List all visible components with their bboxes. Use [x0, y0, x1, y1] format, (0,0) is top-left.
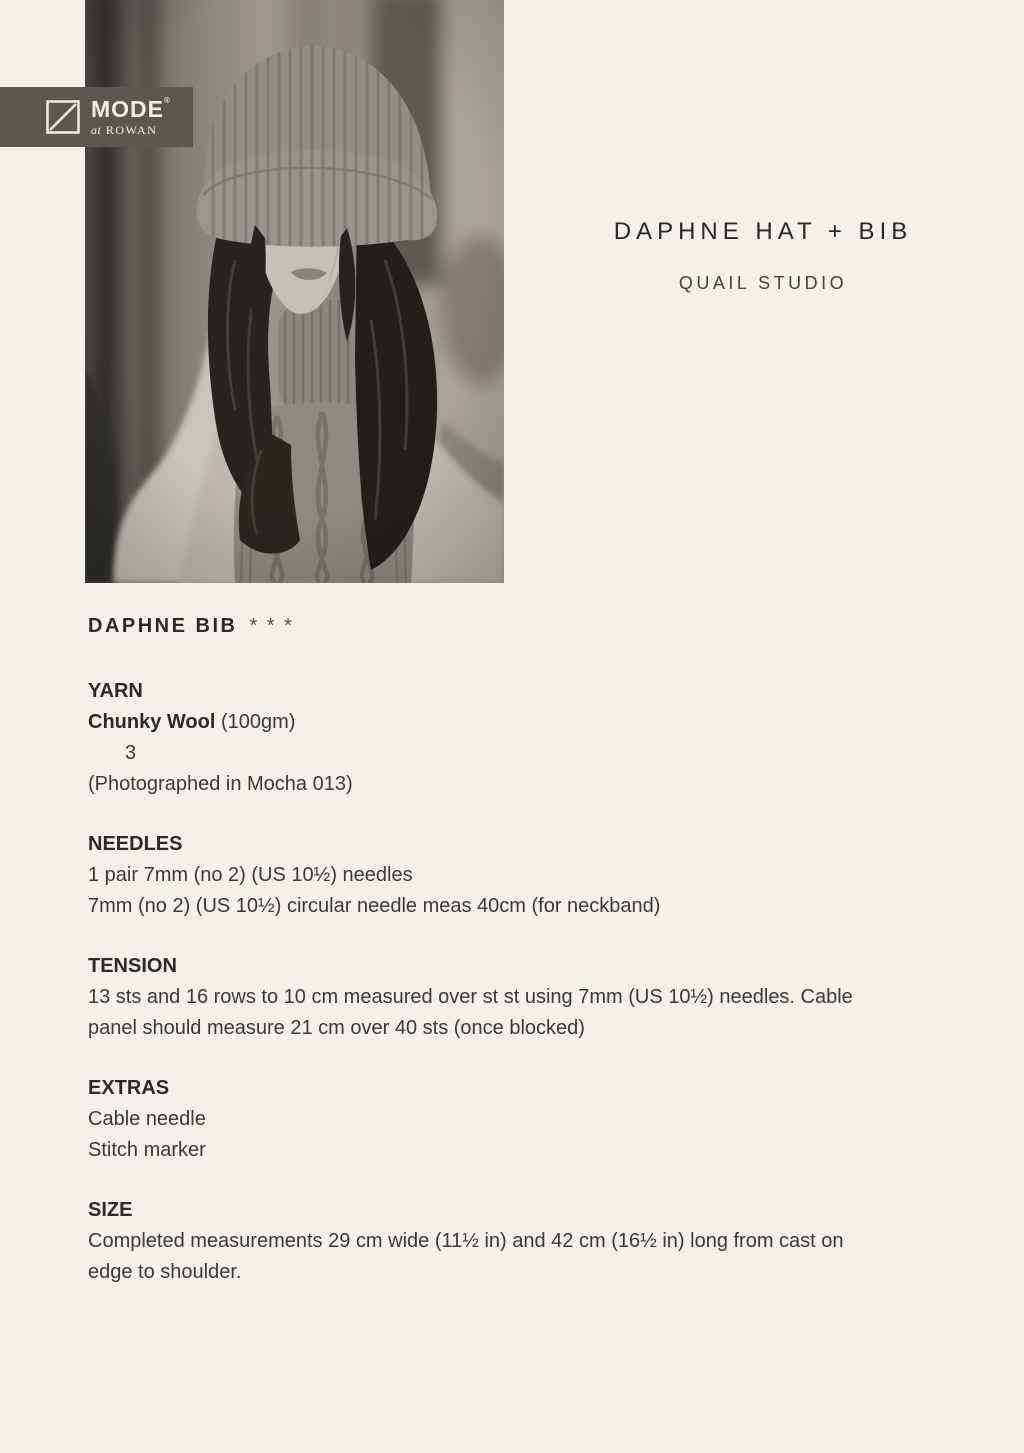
section-label: EXTRAS: [88, 1077, 170, 1099]
brand-name-text: MODE: [91, 96, 164, 122]
section-lines: [88, 1104, 880, 1166]
section-label: TENSION: [88, 955, 177, 977]
brand-trademark: ®: [164, 96, 171, 105]
section-line: Completed measurements 29 cm wide (11½ in) and 42 cm (16½ in) long from cast on edge to shoulder.: [88, 1230, 844, 1283]
brand-rowan-text: ROWAN: [105, 123, 158, 137]
section-line: 7mm (no 2) (US 10½) circular needle meas 40cm (for neckband): [88, 895, 661, 917]
pattern-sections: [88, 676, 880, 1288]
section-line: 13 sts and 16 rows to 10 cm measured over st st using 7mm (US 10½) needles. Cable panel should measure 21 cm over 40 sts (once blocked): [88, 986, 853, 1039]
section-line: Chunky Wool (100gm): [88, 711, 296, 733]
pattern-section: [88, 676, 880, 800]
difficulty-stars: * * *: [249, 615, 294, 637]
pattern-section: [88, 951, 880, 1044]
section-lines: [88, 1226, 880, 1288]
pattern-designer: QUAIL STUDIO: [678, 273, 848, 293]
section-line: Cable needle: [88, 1108, 206, 1130]
pattern-section: [88, 829, 880, 922]
pattern-content: [88, 611, 880, 1288]
section-label: SIZE: [88, 1199, 133, 1221]
brand-name: [91, 98, 171, 121]
pattern-name: DAPHNE BIB: [88, 615, 238, 637]
pattern-heading: [88, 611, 880, 642]
section-lines: [88, 707, 880, 800]
mode-square-diagonal-icon: [46, 100, 80, 134]
section-line: 1 pair 7mm (no 2) (US 10½) needles: [88, 864, 413, 886]
title-block: [540, 218, 986, 294]
section-label: YARN: [88, 680, 143, 702]
brand-subname: [91, 124, 171, 136]
section-lines: [88, 982, 880, 1044]
section-label: NEEDLES: [88, 833, 183, 855]
section-line: (Photographed in Mocha 013): [88, 773, 353, 795]
section-lines: [88, 860, 880, 922]
brand-wordmark: [91, 98, 171, 136]
pattern-section: [88, 1073, 880, 1166]
pattern-title: DAPHNE HAT + BIB: [613, 218, 913, 245]
pattern-section: [88, 1195, 880, 1288]
brand-at-text: at: [91, 123, 102, 137]
brand-badge: [0, 87, 193, 147]
section-line: 3: [125, 742, 137, 764]
section-line: Stitch marker: [88, 1139, 206, 1161]
